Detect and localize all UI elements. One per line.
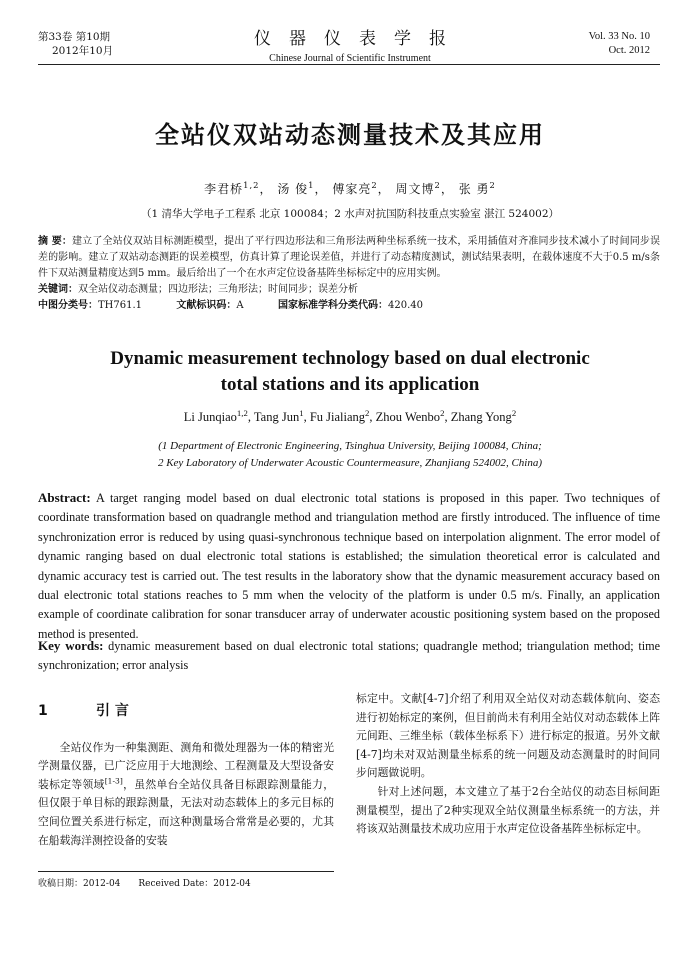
keywords-en: dynamic measurement based on dual electronic total stations; quadrangle method; triangulation method; time synchronization; error analysis bbox=[38, 639, 660, 672]
date-en: Oct. 2012 bbox=[608, 45, 650, 56]
clc-code: TH761.1 bbox=[98, 300, 143, 311]
std-label: 国家标准学科分类代码： bbox=[278, 300, 389, 311]
author-en: Zhou Wenbo$^2$ bbox=[375, 407, 445, 424]
section-title: 引 言 bbox=[96, 703, 129, 719]
abstract-label-en: Abstract: bbox=[38, 490, 91, 505]
author-en: Fu Jialiang$^2$ bbox=[309, 407, 370, 424]
section-heading bbox=[38, 702, 334, 721]
keywords-label-cn: 关键词： bbox=[38, 284, 78, 295]
abstract-label-cn: 摘 要： bbox=[38, 236, 73, 247]
title-en-line2: total stations and its application bbox=[220, 374, 480, 395]
journal-name-cn: 仪器仪表学报 bbox=[254, 29, 464, 49]
body-right-column bbox=[356, 690, 660, 839]
doc-label: 文献标识码： bbox=[176, 300, 237, 311]
title-en-line1: Dynamic measurement technology based on dual electronic bbox=[110, 348, 590, 369]
affiliation-en-line2: 2 Key Laboratory of Underwater Acoustic Countermeasure, Zhanjiang 524002, China) bbox=[157, 457, 543, 469]
footnote-rule bbox=[38, 871, 334, 872]
affiliation-en bbox=[0, 438, 700, 472]
header-rule bbox=[38, 64, 660, 65]
volume-cn: 第33卷 第10期 bbox=[38, 31, 111, 43]
header-volume-en bbox=[589, 30, 650, 58]
author-cn: 张 勇$^2$ bbox=[458, 180, 496, 196]
keywords-cn: 双全站仪动态测量；四边形法；三角形法；时间同步；误差分析 bbox=[78, 284, 358, 295]
intro-paragraph-cont: 标定中。文献[4-7]介绍了利用双全站仪对动态载体航向、姿态进行初始标定的案例，但目前尚未有利用全站仪对动态载体上阵元间距、三维坐标（载体坐标系下）进行标定的报道。另外文献[4-7]均未对双站测量坐标系的统一问题及动态测量时的时间同步问题做说明。 bbox=[356, 692, 660, 780]
keywords-label-en: Key words: bbox=[38, 638, 104, 653]
section-number: 1 bbox=[38, 703, 48, 719]
author-cn: 周文博$^2$ bbox=[395, 180, 441, 196]
footnote-received-date: 收稿日期：2012-04 Received Date：2012-04 bbox=[38, 879, 251, 889]
abstract-cn bbox=[38, 234, 660, 314]
body-left-column bbox=[38, 700, 334, 850]
author-cn: 傅家亮$^2$ bbox=[332, 180, 378, 196]
author-cn: 汤 俊$^1$ bbox=[277, 180, 315, 196]
volume-en: Vol. 33 No. 10 bbox=[588, 31, 650, 42]
authors-cn: 李君桥$^{1,2}$， 汤 俊$^1$， 傅家亮$^2$， 周文博$^2$， 张 勇$^2$ bbox=[204, 180, 496, 196]
intro-paragraph-2: 针对上述问题，本文建立了基于2台全站仪的动态目标间距测量模型，提出了2种实现双全站仪测量坐标系统一的方法，并将该双站测量技术成功应用于水声定位设备基阵坐标标定中。 bbox=[356, 784, 660, 836]
abstract-text-en: A target ranging model based on dual electronic total stations is proposed in this paper. Two techniques of coordinate transformation based on quadrangle method and triangulation method are firstly introduced. The influence of time synchronization error is reduced by using quasi-synchronous technique based on interpolation alignment. The error model of dynamic ranging based on dual electronic total stations is established; the simulation theoretical error is calculated and dynamic accuracy test is carried out. The test results in the laboratory show that the dynamic measurement accuracy based on dual electronic total stations reaches to 5 mm when the velocity of the platform is under 0.5 m/s. Finally, an application example of coordinate calibration for sonar transducer array of underwater acoustic positioning system based on the proposed method is presented. bbox=[38, 491, 660, 641]
paper-title-cn: 全站仪双站动态测量技术及其应用 bbox=[155, 121, 545, 149]
std-code: 420.40 bbox=[388, 300, 424, 311]
abstract-en bbox=[38, 488, 660, 644]
authors-en: Li Junqiao$^{1,2}$, Tang Jun$^1$, Fu Jialiang$^2$, Zhou Wenbo$^2$, Zhang Yong$^2$ bbox=[183, 407, 517, 424]
clc-label: 中图分类号： bbox=[38, 300, 98, 311]
affiliation-en-line1: (1 Department of Electronic Engineering, Tsinghua University, Beijing 100084, China; bbox=[158, 440, 542, 452]
author-en: Zhang Yong$^2$ bbox=[450, 407, 517, 424]
date-cn: 2012年10月 bbox=[52, 45, 114, 57]
author-en: Li Junqiao$^{1,2}$ bbox=[183, 407, 248, 424]
citation: [1-3] bbox=[104, 776, 123, 786]
keywords-en-block bbox=[38, 636, 660, 675]
paper-title-en bbox=[0, 346, 700, 398]
affiliation-cn: （1 清华大学电子工程系 北京 100084；2 水声对抗国防科技重点实验室 湛江 524002） bbox=[140, 208, 560, 220]
author-cn: 李君桥$^{1,2}$ bbox=[204, 180, 260, 196]
author-en: Tang Jun$^1$ bbox=[253, 407, 304, 424]
abstract-text-cn: 建立了全站仪双站目标测距模型，提出了平行四边形法和三角形法两种坐标系统一技术，采用插值对齐准同步技术减小了时间同步误差的影响。建立了双站动态测距的误差模型，仿真计算了理论误差值，并进行了动态精度测试，测试结果表明，在载体速度不大于0.5 m/s条件下双站测量精度达到5 mm。最后给出了一个在水声定位设备基阵坐标标定中的应用实例。 bbox=[38, 236, 661, 279]
doc-code: A bbox=[236, 300, 244, 311]
intro-paragraph: 全站仪作为一种集测距、测角和微处理器为一体的精密光学测量仪器，已广泛应用于大地测绘、工程测量及大型设备安装标定等领域[1-3]，虽然单台全站仪具备目标跟踪测量能力，但仅限于单目标的跟踪测量，无法对动态载体上的多元目标的空间位置关系进行标定，而这种测量场合常常是必要的，尤其在船载海洋测控设备的安装 bbox=[38, 740, 335, 847]
journal-name-en: Chinese Journal of Scientific Instrument bbox=[269, 53, 431, 64]
